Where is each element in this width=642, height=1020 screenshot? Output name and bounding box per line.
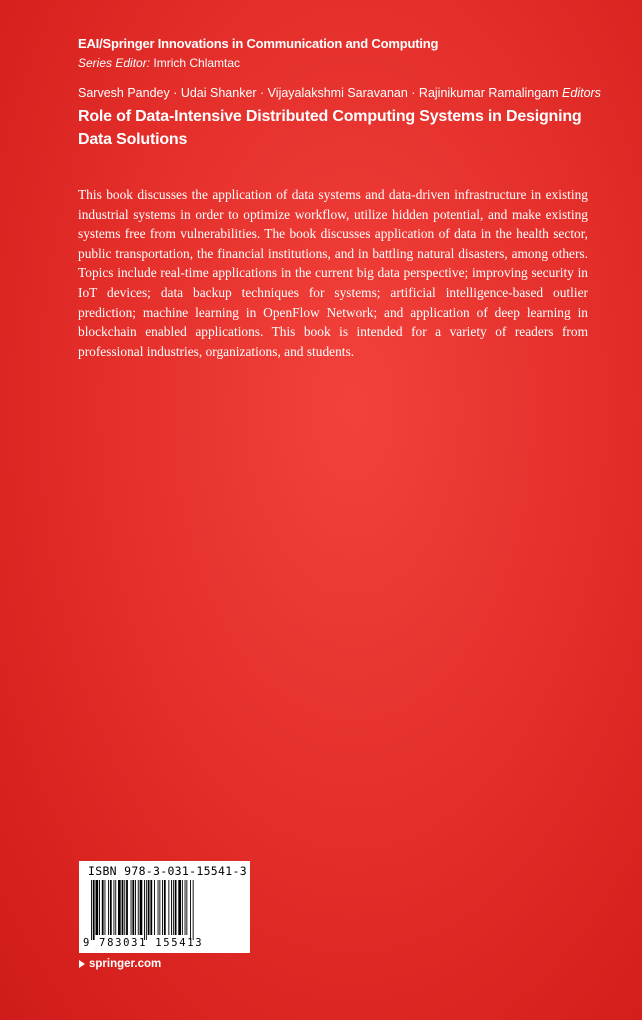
barcode-bar — [122, 880, 124, 935]
barcode-bar — [91, 880, 92, 940]
barcode-bar — [193, 880, 194, 940]
barcode-bar — [110, 880, 112, 935]
arrow-right-icon — [79, 960, 85, 968]
editor-names: Sarvesh Pandey · Udai Shanker · Vijayalakshmi Saravanan · Rajinikumar Ramalingam — [78, 86, 559, 100]
barcode-bar — [162, 880, 163, 935]
barcode-bar — [146, 880, 147, 940]
barcode-bar — [135, 880, 136, 935]
barcode-bar — [108, 880, 109, 935]
barcode-bar — [93, 880, 95, 940]
barcode-bar — [102, 880, 104, 935]
barcode-bar — [158, 880, 159, 935]
series-title: EAI/Springer Innovations in Communication and Computing — [78, 36, 439, 51]
barcode-bar — [140, 880, 143, 935]
barcode-bar — [131, 880, 132, 935]
barcode-bar — [171, 880, 172, 935]
volume-editors — [78, 86, 601, 100]
barcode-bar — [132, 880, 134, 935]
book-title: Role of Data-Intensive Distributed Computing Systems in Designing Data Solutions — [78, 108, 582, 148]
barcode-digits: 9 783031 155413 — [83, 937, 204, 949]
barcode-bar — [114, 880, 115, 935]
barcode-bar — [105, 880, 106, 935]
barcode-bar — [164, 880, 166, 935]
book-description: This book discusses the application of data systems and data-driven infrastructure in existing industrial systems in order to optimize workflow, utilize hidden potential, and make existing systems free from vulnerabilities. The book discusses application of data in the health sector, public transportation, the financial institutions, and in battling natural disasters, among others. Topics include real-time applications in the current big data perspective; improving security in IoT devices; data backup techniques for systems; artificial intelligence-based outlier prediction; machine learning in OpenFlow Network; and application of deep learning in blockchain enabled applications. This book is intended for a variety of readers from professional industries, organizations, and students. — [78, 187, 588, 359]
barcode-bar — [148, 880, 150, 935]
barcode-bar — [99, 880, 100, 935]
barcode-bar — [175, 880, 177, 935]
barcode-bar — [138, 880, 139, 935]
barcode-bar — [159, 880, 160, 935]
barcode-bar — [96, 880, 99, 935]
barcode-bar — [190, 880, 191, 940]
barcode-bar — [168, 880, 169, 935]
barcode-bar — [186, 880, 187, 935]
isbn-barcode — [79, 861, 250, 953]
editors-role: Editors — [562, 86, 601, 100]
barcode-bar — [154, 880, 155, 935]
barcode-bar — [150, 880, 152, 935]
barcode-bar — [182, 880, 183, 935]
isbn-label: ISBN 978-3-031-15541-3 — [88, 864, 247, 878]
barcode-bar — [185, 880, 186, 935]
barcode-bar — [178, 880, 181, 935]
barcode-bar — [173, 880, 174, 935]
publisher-link[interactable] — [79, 958, 161, 970]
barcode-bar — [115, 880, 116, 935]
barcode-bar — [118, 880, 121, 935]
series-editor-label: Series Editor: — [78, 56, 151, 70]
series-editor-name: Imrich Chlamtac — [153, 56, 241, 70]
publisher-website[interactable]: springer.com — [89, 958, 162, 970]
barcode-bar — [124, 880, 125, 935]
barcode-bar — [126, 880, 128, 935]
series-editor — [78, 56, 240, 70]
barcode-bar — [144, 880, 145, 940]
